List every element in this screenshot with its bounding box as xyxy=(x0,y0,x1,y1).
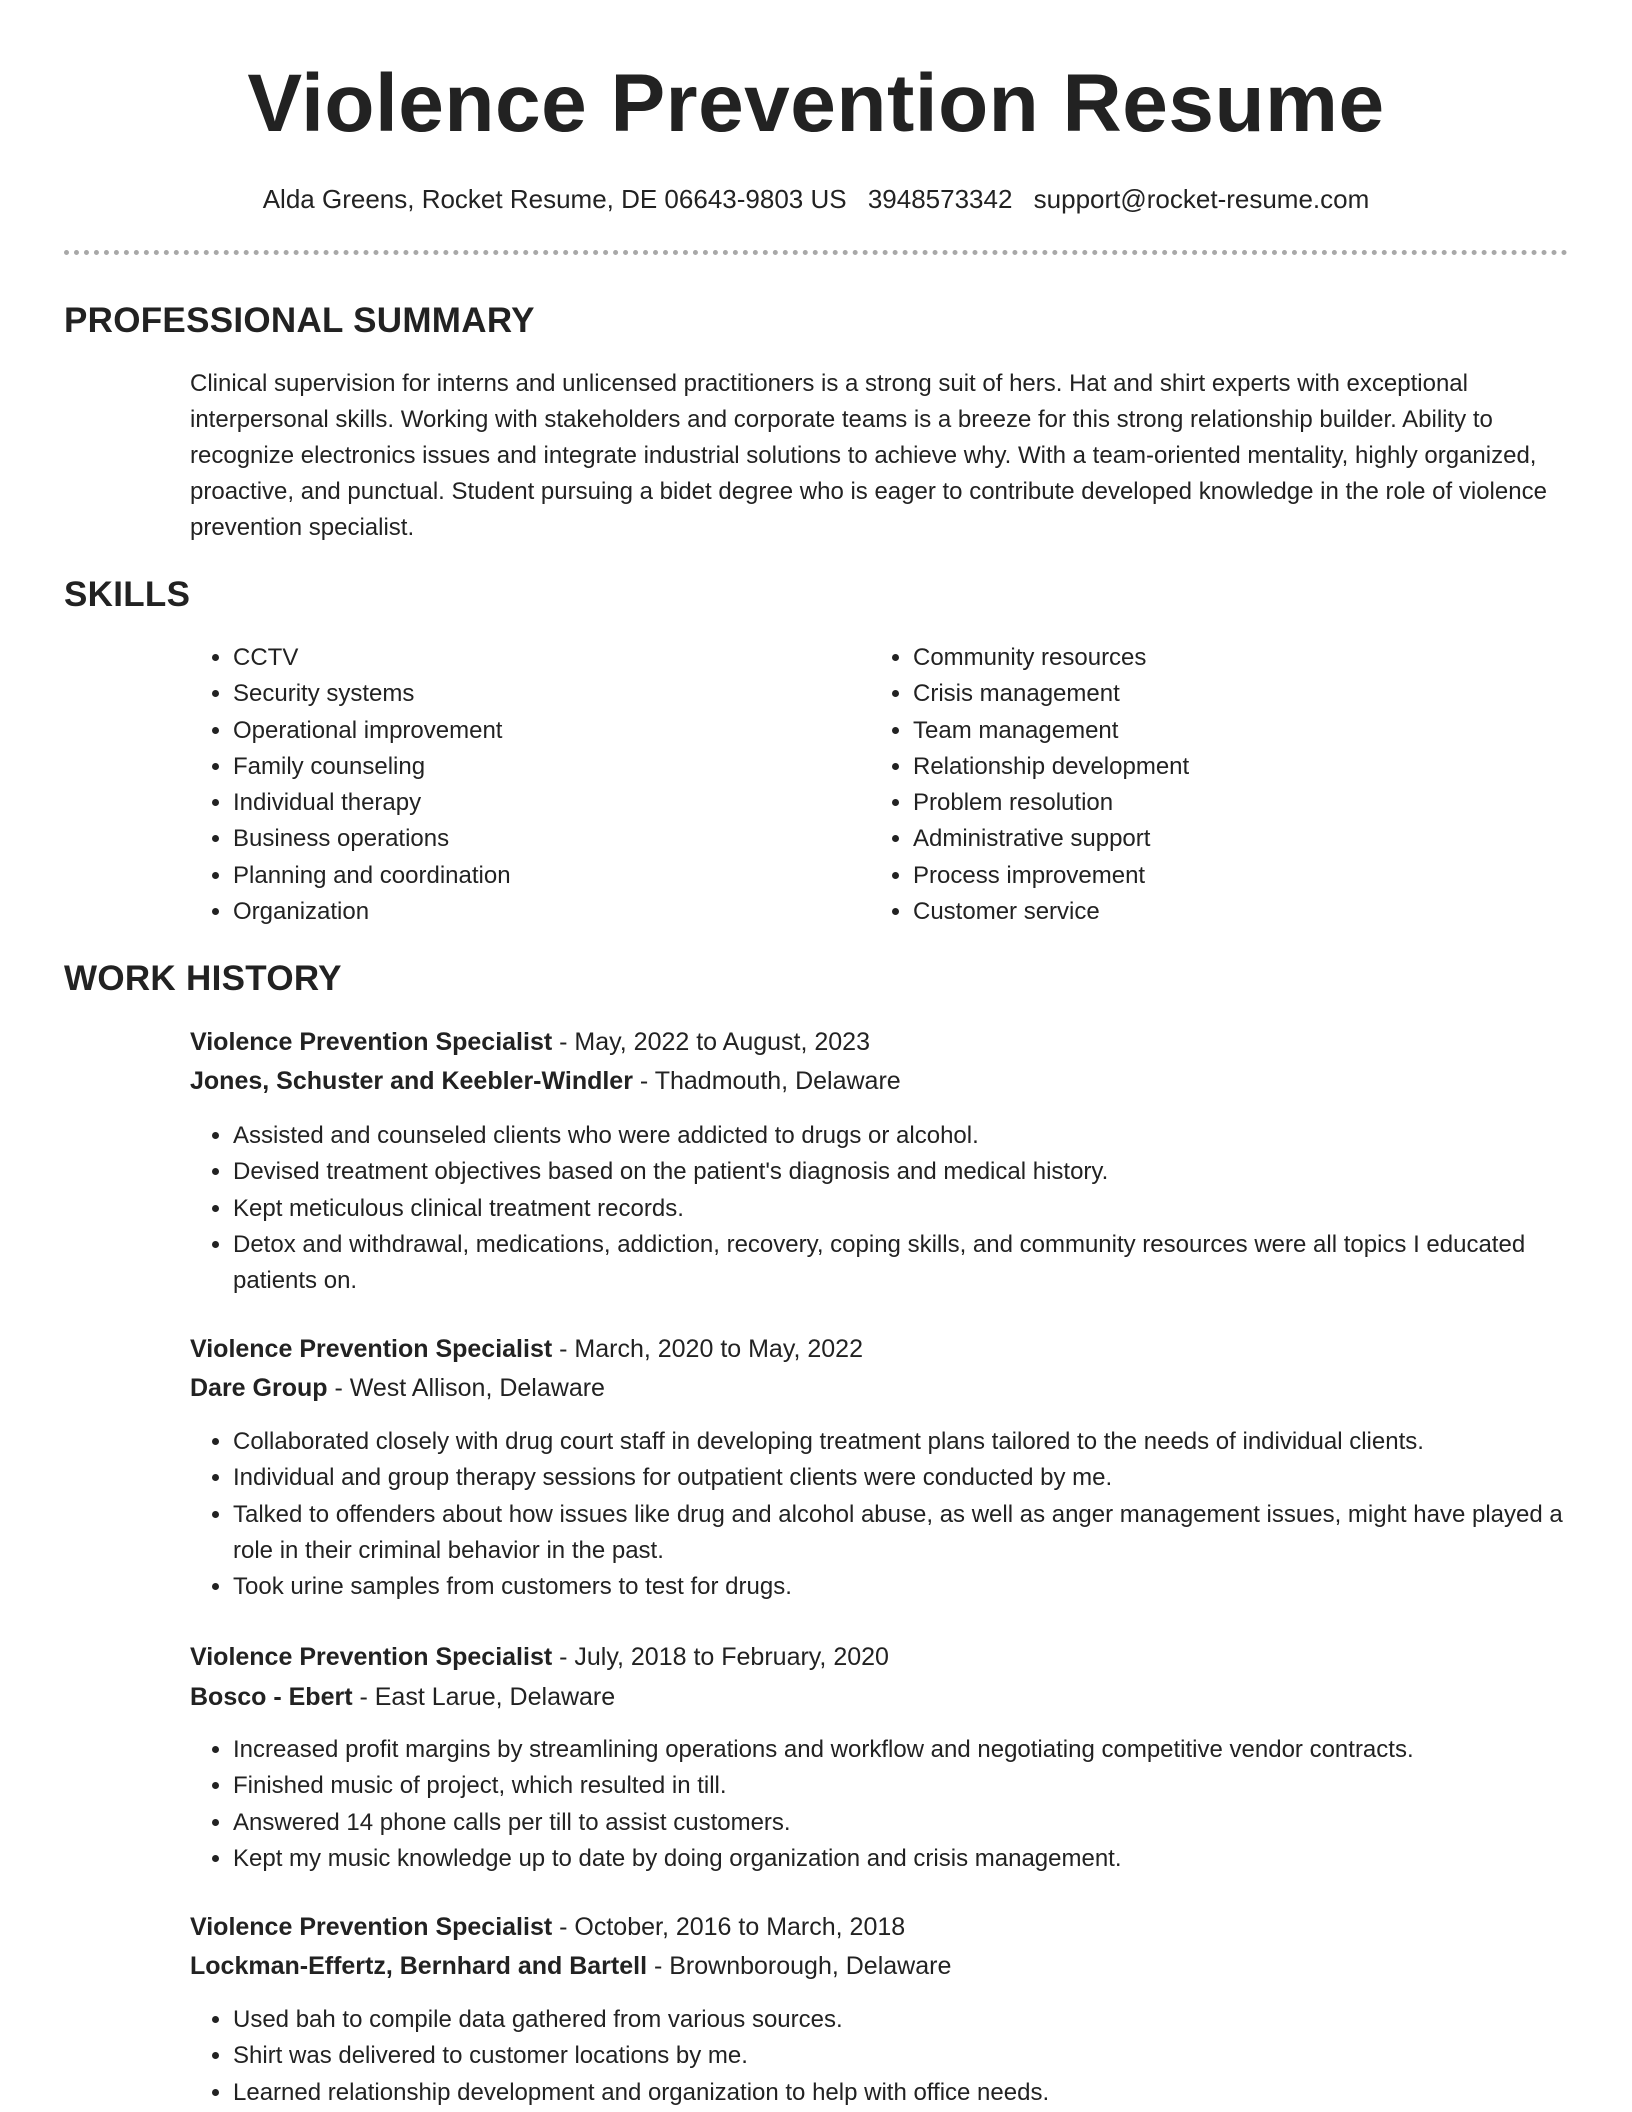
company-name: Bosco - Ebert xyxy=(190,1683,353,1711)
job-bullets xyxy=(190,2002,1593,2111)
job-bullet: • Individual and group therapy sessions for outpatient clients were conducted by me. xyxy=(233,1460,1593,1496)
skill-item: • Customer service xyxy=(913,894,1189,930)
job-title-line xyxy=(190,1332,863,1366)
job-bullet: • Shirt was delivered to customer locations by me. xyxy=(233,2038,1593,2074)
skills-list-left xyxy=(190,640,511,930)
skill-item: • Planning and coordination xyxy=(233,858,511,894)
skill-item: • Problem resolution xyxy=(913,785,1189,821)
job-bullets xyxy=(190,1732,1593,1877)
company-line xyxy=(190,1680,615,1714)
job-bullet: • Detox and withdrawal, medications, addiction, recovery, coping skills, and community resources were all topics I educated patients on. xyxy=(233,1227,1593,1300)
skill-item: • Operational improvement xyxy=(233,713,511,749)
company-location: - East Larue, Delaware xyxy=(352,1683,616,1711)
job-title: Violence Prevention Specialist xyxy=(190,1335,553,1363)
job-title-line xyxy=(190,1910,905,1944)
skill-item: • Family counseling xyxy=(233,749,511,785)
skill-item: • Organization xyxy=(233,894,511,930)
work-history-heading: WORK HISTORY xyxy=(64,959,342,998)
company-line xyxy=(190,1371,605,1405)
job-bullet: • Took urine samples from customers to test for drugs. xyxy=(233,1569,1593,1605)
company-location: - West Allison, Delaware xyxy=(327,1374,605,1402)
summary-text: Clinical supervision for interns and unlicensed practitioners is a strong suit of hers. Hat and shirt experts with exceptional interpersonal skills. Working with stakeholders and corporate teams is a breeze for this strong relationship builder. Ability to recognize electronics issues and integrate industrial solutions to achieve why. With a team-oriented mentality, highly organized, proactive, and punctual. Student pursuing a bidet degree who is eager to contribute developed knowledge in the role of violence prevention specialist. xyxy=(190,370,1547,541)
company-name: Lockman-Effertz, Bernhard and Bartell xyxy=(190,1952,648,1980)
skills-heading: SKILLS xyxy=(64,575,191,614)
job-bullet: • Increased profit margins by streamlining operations and workflow and negotiating competitive vendor contracts. xyxy=(233,1732,1593,1768)
job-bullet: • Talked to offenders about how issues like drug and alcohol abuse, as well as anger management issues, might have played a role in their criminal behavior in the past. xyxy=(233,1497,1593,1570)
job-title-line xyxy=(190,1025,870,1059)
skill-item: • Individual therapy xyxy=(233,785,511,821)
company-location: - Brownborough, Delaware xyxy=(647,1952,952,1980)
job-bullet: • Learned relationship development and organization to help with office needs. xyxy=(233,2075,1593,2111)
skill-item: • Relationship development xyxy=(913,749,1189,785)
job-bullets xyxy=(190,1424,1593,1605)
job-bullet: • Kept my music knowledge up to date by doing organization and crisis management. xyxy=(233,1841,1593,1877)
job-title: Violence Prevention Specialist xyxy=(190,1913,553,1941)
job-bullet: • Assisted and counseled clients who were addicted to drugs or alcohol. xyxy=(233,1118,1593,1154)
job-bullet: • Finished music of project, which resulted in till. xyxy=(233,1768,1593,1804)
company-name: Dare Group xyxy=(190,1374,328,1402)
skill-item: • Team management xyxy=(913,713,1189,749)
skill-item: • Process improvement xyxy=(913,858,1189,894)
job-bullets xyxy=(190,1118,1593,1299)
contact-address: Alda Greens, Rocket Resume, DE 06643-9803 US xyxy=(262,184,847,214)
job-title-line xyxy=(190,1640,889,1674)
job-title: Violence Prevention Specialist xyxy=(190,1643,553,1671)
contact-email: support@rocket-resume.com xyxy=(1033,184,1370,214)
job-bullet: • Kept meticulous clinical treatment records. xyxy=(233,1191,1593,1227)
skill-item: • CCTV xyxy=(233,640,511,676)
skill-item: • Business operations xyxy=(233,821,511,857)
company-line xyxy=(190,1064,901,1098)
skill-item: • Community resources xyxy=(913,640,1189,676)
header-divider xyxy=(64,250,1568,255)
contact-line xyxy=(0,182,1632,216)
job-dates: - March, 2020 to May, 2022 xyxy=(552,1335,863,1363)
skills-list-right xyxy=(870,640,1189,930)
job-bullet: • Collaborated closely with drug court staff in developing treatment plans tailored to the needs of individual clients. xyxy=(233,1424,1593,1460)
summary-heading: PROFESSIONAL SUMMARY xyxy=(64,301,535,340)
skill-item: • Administrative support xyxy=(913,821,1189,857)
resume-title: Violence Prevention Resume xyxy=(247,58,1385,149)
job-dates: - May, 2022 to August, 2023 xyxy=(552,1028,870,1056)
company-name: Jones, Schuster and Keebler-Windler xyxy=(190,1067,633,1095)
company-line xyxy=(190,1949,951,1983)
skill-item: • Crisis management xyxy=(913,676,1189,712)
job-bullet: • Devised treatment objectives based on the patient's diagnosis and medical history. xyxy=(233,1154,1593,1190)
skill-item: • Security systems xyxy=(233,676,511,712)
job-dates: - July, 2018 to February, 2020 xyxy=(552,1643,889,1671)
job-title: Violence Prevention Specialist xyxy=(190,1028,553,1056)
job-bullet: • Answered 14 phone calls per till to assist customers. xyxy=(233,1805,1593,1841)
job-dates: - October, 2016 to March, 2018 xyxy=(552,1913,906,1941)
company-location: - Thadmouth, Delaware xyxy=(632,1067,901,1095)
contact-phone: 3948573342 xyxy=(867,184,1013,214)
job-bullet: • Used bah to compile data gathered from various sources. xyxy=(233,2002,1593,2038)
